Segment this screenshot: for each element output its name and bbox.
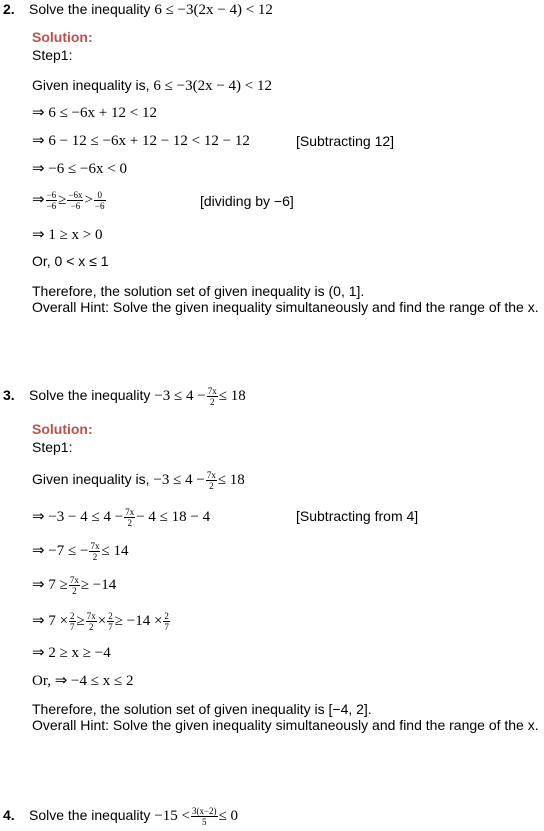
- step-line-5: ⇒ 1 ≥ x > 0: [32, 227, 103, 243]
- step-line-1: ⇒ −3 − 4 ≤ 4 − $\frac{7x}{2}$ − 4 ≤ 18 − 4: [32, 507, 211, 529]
- implies-icon: ⇒: [32, 105, 45, 121]
- fraction: $\frac{2}{7}$: [108, 611, 113, 633]
- fraction: $\frac{2}{7}$: [70, 611, 75, 633]
- fraction: $\frac{7x}{2}$: [69, 575, 79, 597]
- annotation-subtracting-12: [Subtracting 12]: [296, 133, 395, 149]
- given-expression: 6 ≤ −3(2x − 4) < 12: [153, 78, 273, 94]
- given-line: [32, 76, 272, 95]
- implies-icon: ⇒: [32, 613, 45, 629]
- question-number: 2.: [3, 1, 15, 17]
- step-line-3: ⇒ −6 ≤ −6x < 0: [32, 161, 127, 177]
- question-prompt: Solve the inequality: [29, 807, 151, 823]
- step-line-2: ⇒ 6 − 12 ≤ −6x + 12 − 12 < 12 − 12: [32, 133, 250, 149]
- given-label: Given inequality is,: [32, 471, 150, 487]
- solution-label: Solution:: [32, 29, 93, 45]
- fraction: $\frac{3(x-2)}{5}$: [191, 806, 217, 828]
- step-line-5: ⇒ 2 ≥ x ≥ −4: [32, 645, 111, 661]
- step-line-3: ⇒ 7 ≥ $\frac{7x}{2}$ ≥ −14: [32, 575, 117, 597]
- solution-label: Solution:: [32, 421, 93, 437]
- fraction: $\frac{2}{7}$: [164, 611, 169, 633]
- annotation-subtracting-from-4: [Subtracting from 4]: [296, 508, 419, 524]
- implies-icon: ⇒: [32, 543, 45, 559]
- question-prompt: Solve the inequality: [29, 1, 151, 17]
- fraction: $\frac{7x}{2}$: [86, 611, 96, 633]
- overall-hint: Overall Hint: Solve the given inequality simultaneously and find the range of the x.: [32, 299, 539, 315]
- conclusion: Therefore, the solution set of given inequality is (0, 1].: [32, 283, 365, 299]
- question-expression: −15 < $\frac{3(x-2)}{5}$ ≤ 0: [154, 806, 239, 828]
- implies-icon: ⇒: [32, 161, 45, 177]
- step-line-4: ⇒ 7 × $\frac{2}{7}$ ≥ $\frac{7x}{2}$ × $\frac{2}{7}$ ≥ −14 × $\frac{2}{7}$: [32, 611, 169, 633]
- step-line-6: Or, 0 < x ≤ 1: [32, 253, 109, 269]
- question-number: 4.: [3, 807, 15, 823]
- question-prompt: Solve the inequality: [29, 387, 151, 403]
- fraction: $\frac{-6x}{-6}$: [68, 190, 83, 212]
- fraction: $\frac{0}{-6}$: [94, 190, 105, 212]
- conclusion: Therefore, the solution set of given inequality is [−4, 2].: [32, 701, 372, 717]
- step-line-2: ⇒ −7 ≤ − $\frac{7x}{2}$ ≤ 14: [32, 541, 129, 563]
- fraction: $\frac{7x}{2}$: [125, 507, 135, 529]
- annotation-dividing: [dividing by −6]: [200, 193, 294, 209]
- overall-hint: Overall Hint: Solve the given inequality simultaneously and find the range of the x.: [32, 717, 539, 733]
- step-line-1: ⇒ 6 ≤ −6x + 12 < 12: [32, 105, 157, 121]
- implies-icon: ⇒: [32, 192, 45, 208]
- question-expression: −3 ≤ 4 − $\frac{7x}{2}$ ≤ 18: [154, 386, 246, 408]
- step-label: Step1:: [32, 47, 73, 63]
- implies-icon: ⇒: [32, 577, 45, 593]
- fraction: $\frac{7x}{2}$: [207, 386, 217, 408]
- implies-icon: ⇒: [32, 509, 45, 525]
- step-line-6: Or, ⇒ −4 ≤ x ≤ 2: [32, 673, 134, 689]
- implies-icon: ⇒: [32, 227, 45, 243]
- implies-icon: ⇒: [32, 133, 45, 149]
- question-number: 3.: [3, 387, 15, 403]
- given-label: Given inequality is,: [32, 77, 150, 93]
- question-expression: 6 ≤ −3(2x − 4) < 12: [154, 2, 273, 18]
- step-line-4: ⇒ $\frac{-6}{-6}$ ≥ $\frac{-6x}{-6}$ > $\frac{0}{-6}$: [32, 190, 105, 212]
- fraction: $\frac{7x}{2}$: [90, 541, 100, 563]
- implies-icon: ⇒: [32, 645, 45, 661]
- fraction: $\frac{-6}{-6}$: [46, 190, 57, 212]
- step-label: Step1:: [32, 439, 73, 455]
- fraction: $\frac{7x}{2}$: [206, 470, 216, 492]
- given-line: Given inequality is, −3 ≤ 4 − $\frac{7x}{2}$ ≤ 18: [32, 470, 245, 492]
